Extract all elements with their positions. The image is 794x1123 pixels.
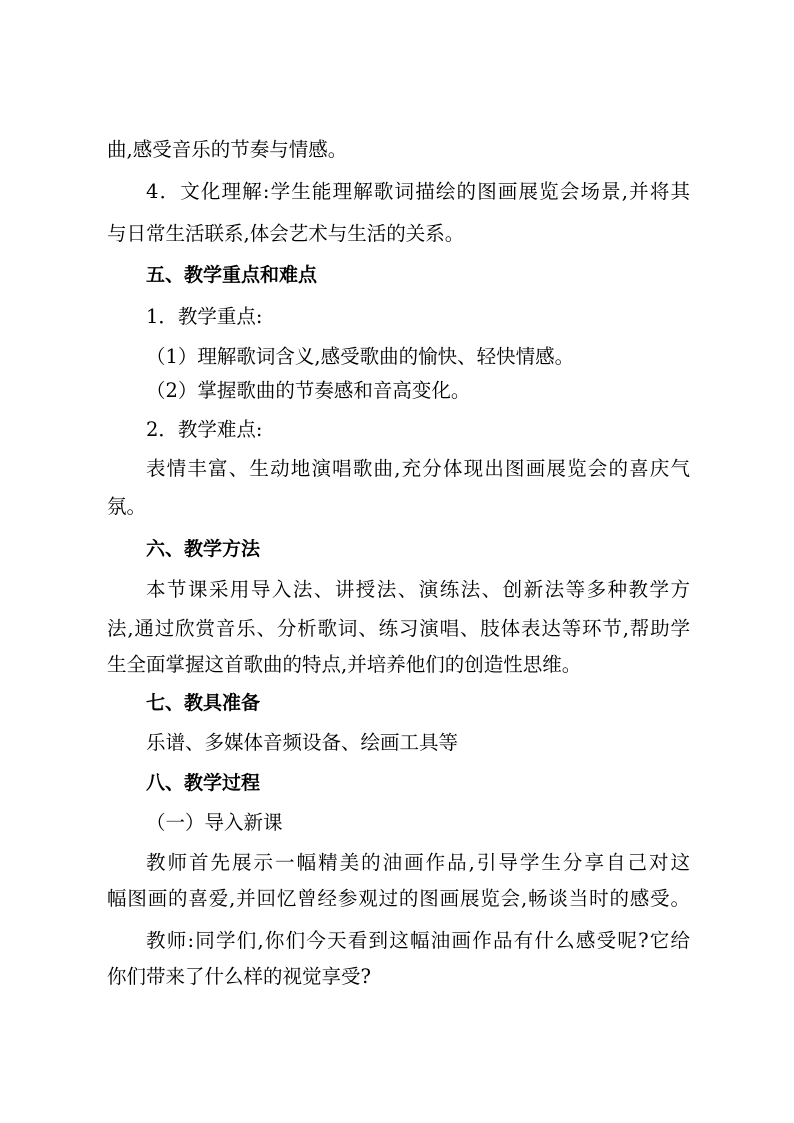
text-line: （1）理解歌词含义,感受歌曲的愉快、轻快情感。 [146,345,575,368]
text-line: 幅图画的喜爱,并回忆曾经参观过的图画展览会,畅谈当时的感受。 [107,887,690,910]
text-line: 2．教学难点: [146,418,263,441]
text-line: 4．文化理解:学生能理解歌词描绘的图画展览会场景,并将其 [146,180,690,203]
text-line: 你们带来了什么样的视觉享受? [107,965,371,988]
text-line: 乐谱、多媒体音频设备、绘画工具等 [146,731,459,754]
section-heading: 五、教学重点和难点 [146,264,318,286]
text-line: 本节课采用导入法、讲授法、演练法、创新法等多种教学方 [146,578,690,601]
section-heading: 六、教学方法 [146,538,261,560]
section-heading: 七、教具准备 [146,692,261,714]
text-line: （一）导入新课 [146,811,283,834]
text-line: 1．教学重点: [146,305,263,328]
section-heading: 八、教学过程 [146,772,261,794]
text-line: （2）掌握歌曲的节奏感和音高变化。 [146,379,471,402]
text-line: 法,通过欣赏音乐、分析歌词、练习演唱、肢体表达等环节,帮助学 [107,617,690,640]
text-line: 曲,感受音乐的节奏与情感。 [107,138,348,161]
text-line: 教师:同学们,你们今天看到这幅油画作品有什么感受呢?它给 [146,929,690,952]
text-line: 氛。 [107,495,147,518]
text-line: 表情丰富、生动地演唱歌曲,充分体现出图画展览会的喜庆气 [146,457,690,480]
text-line: 生全面掌握这首歌曲的特点,并培养他们的创造性思维。 [107,653,582,676]
text-line: 教师首先展示一幅精美的油画作品,引导学生分享自己对这 [146,851,690,874]
text-line: 与日常生活联系,体会艺术与生活的关系。 [107,222,465,245]
